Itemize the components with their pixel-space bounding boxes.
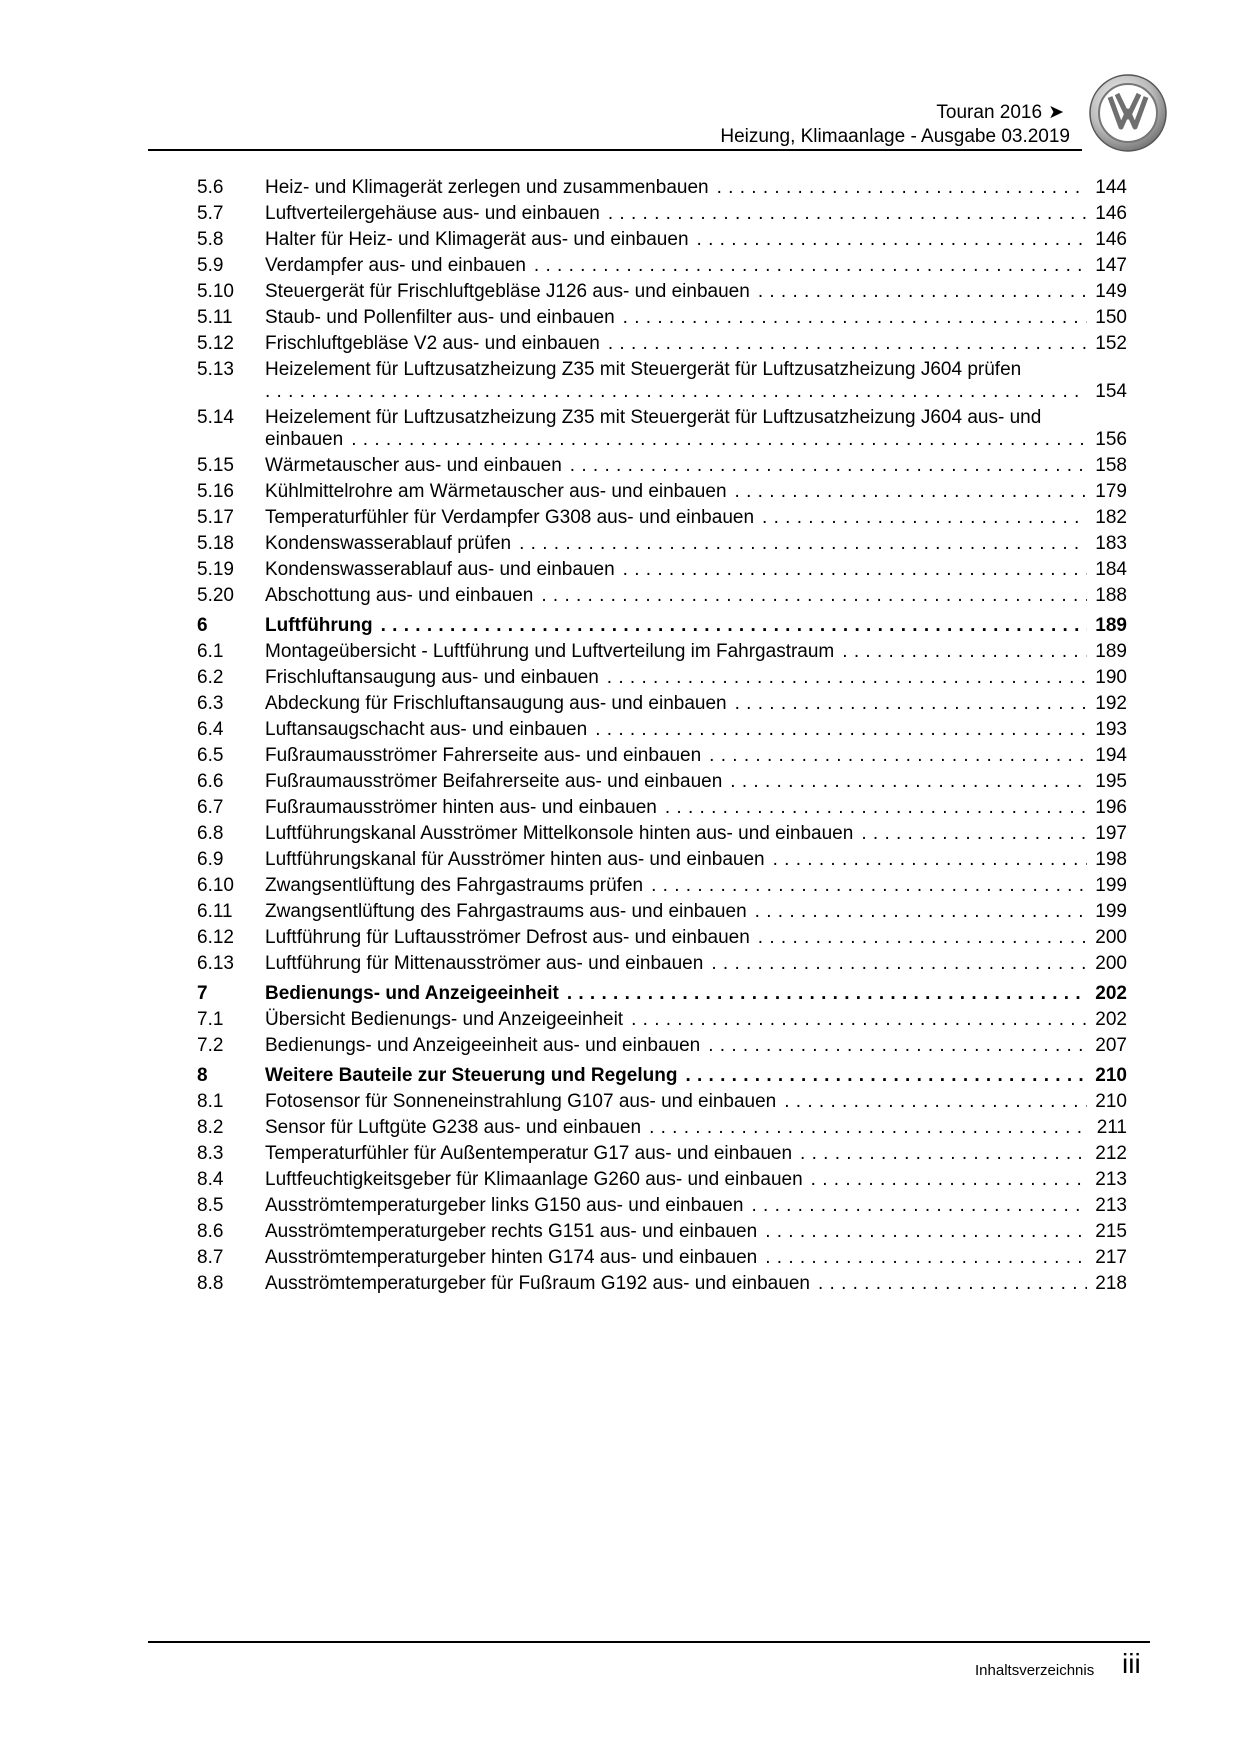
toc-entry-number: 8.2 (197, 1117, 224, 1138)
toc-entry-page: 207 (1095, 1035, 1127, 1056)
toc-entry-title: Luftführung (265, 615, 373, 636)
toc-chapter-entry[interactable] (197, 981, 1127, 1007)
toc-entry-title: Ausströmtemperaturgeber hinten G174 aus- und einbauen (265, 1247, 758, 1268)
toc-entry-line (265, 1193, 1127, 1219)
toc-entry-title: einbauen (265, 429, 344, 450)
toc-entry[interactable] (197, 847, 1127, 873)
toc-entry-line (265, 453, 1127, 479)
toc-entry[interactable] (197, 743, 1127, 769)
toc-entry-page: 217 (1095, 1247, 1127, 1268)
toc-entry-number: 6.5 (197, 745, 224, 766)
toc-entry-title: Luftführungskanal für Ausströmer hinten aus- und einbauen (265, 849, 765, 870)
toc-entry-line (265, 1271, 1127, 1297)
toc-entry[interactable] (197, 639, 1127, 665)
toc-entry-title-line1: Heizelement für Luftzusatzheizung Z35 mit Steuergerät für Luftzusatzheizung J604 aus- und (265, 407, 1042, 428)
toc-entry-number: 7.1 (197, 1009, 224, 1030)
toc-entry-leader-dots (541, 583, 1087, 609)
toc-entry-line (265, 1007, 1127, 1033)
toc-entry-leader-dots (534, 253, 1087, 279)
toc-entry-number: 6.8 (197, 823, 224, 844)
toc-entry-leader-dots (665, 795, 1087, 821)
toc-entry-line (265, 1167, 1127, 1193)
toc-entry-line (265, 1063, 1127, 1089)
toc-entry[interactable] (197, 1245, 1127, 1271)
toc-entry-page: 146 (1095, 203, 1127, 224)
toc-entry-line (265, 279, 1127, 305)
toc-entry-leader-dots (800, 1141, 1087, 1167)
toc-entry-page: 158 (1095, 455, 1127, 476)
toc-entry[interactable] (197, 769, 1127, 795)
toc-entry-line (265, 253, 1127, 279)
toc-entry[interactable] (197, 821, 1127, 847)
toc-entry-page: 210 (1095, 1091, 1127, 1112)
toc-entry-title: Übersicht Bedienungs- und Anzeigeeinheit (265, 1009, 624, 1030)
toc-entry-leader-dots (519, 531, 1087, 557)
toc-entry-line (265, 691, 1127, 717)
toc-entry-line (265, 899, 1127, 925)
toc-entry-line (265, 227, 1127, 253)
toc-entry-page: 198 (1095, 849, 1127, 870)
toc-entry-number: 6.7 (197, 797, 224, 818)
toc-entry-page: 202 (1095, 983, 1127, 1004)
toc-entry-leader-dots (730, 769, 1087, 795)
toc-entry-leader-dots (861, 821, 1087, 847)
toc-entry-page: 200 (1095, 953, 1127, 974)
toc-entry-number: 5.13 (197, 359, 234, 380)
toc-entry-page: 210 (1095, 1065, 1127, 1086)
toc-entry-title: Heiz- und Klimagerät zerlegen und zusammenbauen (265, 177, 709, 198)
toc-entry-line (265, 505, 1127, 531)
toc-entry-title: Ausströmtemperaturgeber für Fußraum G192 aus- und einbauen (265, 1273, 810, 1294)
toc-entry-line (265, 743, 1127, 769)
toc-entry-page: 218 (1095, 1273, 1127, 1294)
toc-entry[interactable] (197, 253, 1127, 279)
toc-entry-number: 8.8 (197, 1273, 224, 1294)
toc-entry-title: Kondenswasserablauf prüfen (265, 533, 512, 554)
toc-entry-leader-dots (811, 1167, 1088, 1193)
toc-entry-number: 5.8 (197, 229, 224, 250)
toc-entry[interactable] (197, 717, 1127, 743)
toc-entry-title: Wärmetauscher aus- und einbauen (265, 455, 562, 476)
toc-entry[interactable] (197, 357, 1127, 405)
toc-entry-page: 156 (1095, 429, 1127, 450)
toc-entry-page: 189 (1095, 641, 1127, 662)
toc-entry-title: Kühlmittelrohre am Wärmetauscher aus- und einbauen (265, 481, 727, 502)
toc-entry[interactable] (197, 899, 1127, 925)
toc-entry-title: Fußraumausströmer Beifahrerseite aus- und einbauen (265, 771, 723, 792)
toc-entry-line (265, 557, 1127, 583)
toc-entry-line (265, 795, 1127, 821)
toc-entry-title: Bedienungs- und Anzeigeeinheit aus- und einbauen (265, 1035, 701, 1056)
toc-entry-title: Frischluftgebläse V2 aus- und einbauen (265, 333, 600, 354)
toc-entry-page: 152 (1095, 333, 1127, 354)
toc-entry-leader-dots (685, 1063, 1087, 1089)
toc-entry-leader-dots (608, 331, 1087, 357)
toc-entry[interactable] (197, 1141, 1127, 1167)
toc-entry-page: 184 (1095, 559, 1127, 580)
toc-entry-title: Sensor für Luftgüte G238 aus- und einbauen (265, 1117, 642, 1138)
toc-entry-number: 5.20 (197, 585, 234, 606)
toc-entry-line (265, 981, 1127, 1007)
toc-entry-title: Staub- und Pollenfilter aus- und einbauen (265, 307, 615, 328)
toc-entry-page: 146 (1095, 229, 1127, 250)
table-of-contents (197, 175, 1127, 1297)
toc-entry-number: 5.10 (197, 281, 234, 302)
toc-entry-number: 8 (197, 1065, 208, 1086)
toc-entry-title: Temperaturfühler für Verdampfer G308 aus- und einbauen (265, 507, 755, 528)
toc-entry-number: 5.12 (197, 333, 234, 354)
toc-entry-line (265, 717, 1127, 743)
toc-entry-number: 7 (197, 983, 208, 1004)
toc-entry[interactable] (197, 691, 1127, 717)
toc-entry-line (265, 1115, 1127, 1141)
toc-entry-page: 179 (1095, 481, 1127, 502)
toc-entry-leader-dots (762, 505, 1087, 531)
toc-entry-leader-dots (784, 1089, 1087, 1115)
toc-entry-leader-dots (758, 279, 1087, 305)
header-model (936, 101, 1064, 124)
toc-entry[interactable] (197, 331, 1127, 357)
toc-entry-number: 8.1 (197, 1091, 224, 1112)
toc-entry-line (265, 925, 1127, 951)
toc-entry[interactable] (197, 405, 1127, 453)
toc-entry-title: Montageübersicht - Luftführung und Luftverteilung im Fahrgastraum (265, 641, 835, 662)
toc-entry-title: Zwangsentlüftung des Fahrgastraums aus- und einbauen (265, 901, 747, 922)
toc-entry-title: Luftansaugschacht aus- und einbauen (265, 719, 588, 740)
toc-entry-leader-dots (649, 1115, 1089, 1141)
toc-entry-title: Weitere Bauteile zur Steuerung und Regelung (265, 1065, 678, 1086)
toc-entry[interactable] (197, 665, 1127, 691)
toc-entry-title: Abdeckung für Frischluftansaugung aus- und einbauen (265, 693, 727, 714)
toc-entry-leader-dots (595, 717, 1087, 743)
toc-chapter-entry[interactable] (197, 613, 1127, 639)
toc-chapter-entry[interactable] (197, 1063, 1127, 1089)
toc-entry-number: 8.6 (197, 1221, 224, 1242)
toc-entry-leader-dots (570, 453, 1088, 479)
toc-entry-page: 212 (1095, 1143, 1127, 1164)
toc-entry-number: 6.9 (197, 849, 224, 870)
toc-entry[interactable] (197, 1167, 1127, 1193)
toc-entry[interactable] (197, 279, 1127, 305)
toc-entry-line (265, 1141, 1127, 1167)
toc-entry-page: 202 (1095, 1009, 1127, 1030)
toc-entry[interactable] (197, 227, 1127, 253)
toc-entry-title: Luftfeuchtigkeitsgeber für Klimaanlage G260 aus- und einbauen (265, 1169, 803, 1190)
toc-entry-title: Fußraumausströmer hinten aus- und einbauen (265, 797, 657, 818)
toc-entry[interactable] (197, 951, 1127, 977)
toc-entry-leader-dots (735, 479, 1088, 505)
toc-entry-line (265, 951, 1127, 977)
toc-entry-title: Steuergerät für Frischluftgebläse J126 aus- und einbauen (265, 281, 750, 302)
toc-entry-line (265, 201, 1127, 227)
toc-entry-number: 6.10 (197, 875, 234, 896)
toc-entry[interactable] (197, 175, 1127, 201)
toc-entry-line (265, 379, 1127, 405)
toc-entry[interactable] (197, 1089, 1127, 1115)
header-divider (148, 149, 1082, 151)
toc-entry-title: Frischluftansaugung aus- und einbauen (265, 667, 599, 688)
toc-entry-title: Halter für Heiz- und Klimagerät aus- und einbauen (265, 229, 689, 250)
toc-entry[interactable] (197, 1115, 1127, 1141)
toc-entry-line (265, 583, 1127, 609)
toc-entry[interactable] (197, 1033, 1127, 1059)
toc-entry-title: Fußraumausströmer Fahrerseite aus- und einbauen (265, 745, 702, 766)
toc-entry-title: Luftführung für Luftausströmer Defrost aus- und einbauen (265, 927, 750, 948)
toc-entry-title: Verdampfer aus- und einbauen (265, 255, 526, 276)
toc-entry-line (265, 175, 1127, 201)
toc-entry[interactable] (197, 557, 1127, 583)
toc-entry-title: Bedienungs- und Anzeigeeinheit (265, 983, 559, 1004)
footer-page-number: iii (1122, 1648, 1141, 1679)
toc-entry[interactable] (197, 925, 1127, 951)
toc-entry-line (265, 665, 1127, 691)
toc-entry-line (265, 769, 1127, 795)
toc-entry-page: 192 (1095, 693, 1127, 714)
toc-entry[interactable] (197, 795, 1127, 821)
toc-entry-page: 188 (1095, 585, 1127, 606)
toc-entry-line (265, 873, 1127, 899)
toc-entry-page: 154 (1095, 381, 1127, 402)
toc-entry-number: 5.6 (197, 177, 224, 198)
toc-entry-number: 7.2 (197, 1035, 224, 1056)
toc-entry-page: 194 (1095, 745, 1127, 766)
footer-label: Inhaltsverzeichnis (975, 1662, 1095, 1679)
footer-divider (148, 1641, 1150, 1643)
toc-entry-line (265, 613, 1127, 639)
toc-entry-title: Ausströmtemperaturgeber links G150 aus- und einbauen (265, 1195, 744, 1216)
toc-entry-leader-dots (773, 847, 1088, 873)
toc-entry-number: 6.2 (197, 667, 224, 688)
toc-entry-page: 215 (1095, 1221, 1127, 1242)
toc-entry[interactable] (197, 201, 1127, 227)
toc-entry-number: 6.12 (197, 927, 234, 948)
toc-entry-page: 147 (1095, 255, 1127, 276)
toc-entry-line (265, 305, 1127, 331)
toc-entry-number: 8.3 (197, 1143, 224, 1164)
toc-entry-leader-dots (623, 557, 1088, 583)
toc-entry-leader-dots (709, 743, 1087, 769)
toc-entry-leader-dots (755, 899, 1088, 925)
toc-entry-page: 196 (1095, 797, 1127, 818)
toc-entry-title: Luftverteilergehäuse aus- und einbauen (265, 203, 600, 224)
toc-entry-number: 6.13 (197, 953, 234, 974)
toc-entry-number: 6.3 (197, 693, 224, 714)
toc-entry-number: 5.16 (197, 481, 234, 502)
toc-entry[interactable] (197, 531, 1127, 557)
toc-entry-leader-dots (567, 981, 1087, 1007)
toc-entry-leader-dots (717, 175, 1088, 201)
toc-entry-title: Luftführungskanal Ausströmer Mittelkonsole hinten aus- und einbauen (265, 823, 854, 844)
toc-entry-page: 197 (1095, 823, 1127, 844)
toc-entry-line (265, 1089, 1127, 1115)
toc-entry-page: 211 (1096, 1117, 1127, 1138)
toc-entry-number: 6 (197, 615, 208, 636)
toc-entry-number: 8.5 (197, 1195, 224, 1216)
toc-entry-title: Temperaturfühler für Außentemperatur G17 aus- und einbauen (265, 1143, 793, 1164)
toc-entry-leader-dots (708, 1033, 1087, 1059)
arrow-right-icon: ➤ (1048, 102, 1064, 123)
toc-entry[interactable] (197, 1193, 1127, 1219)
toc-entry-leader-dots (351, 427, 1087, 453)
toc-entry-page: 189 (1095, 615, 1127, 636)
toc-entry[interactable] (197, 479, 1127, 505)
toc-entry-title: Zwangsentlüftung des Fahrgastraums prüfen (265, 875, 644, 896)
toc-entry-page: 193 (1095, 719, 1127, 740)
toc-entry[interactable] (197, 873, 1127, 899)
toc-entry-number: 5.17 (197, 507, 234, 528)
toc-entry-page: 150 (1095, 307, 1127, 328)
toc-entry-title: Fotosensor für Sonneneinstrahlung G107 aus- und einbauen (265, 1091, 777, 1112)
toc-entry[interactable] (197, 1219, 1127, 1245)
toc-entry[interactable] (197, 453, 1127, 479)
vw-logo-icon (1088, 73, 1168, 153)
toc-entry-leader-dots (751, 1193, 1087, 1219)
toc-entry-line (265, 847, 1127, 873)
header-model-text: Touran 2016 (936, 102, 1043, 123)
toc-entry-line (265, 1245, 1127, 1271)
toc-entry-page: 200 (1095, 927, 1127, 948)
toc-entry-leader-dots (758, 925, 1088, 951)
toc-entry-leader-dots (818, 1271, 1087, 1297)
toc-entry-page: 199 (1095, 901, 1127, 922)
toc-entry[interactable] (197, 583, 1127, 609)
toc-entry-line (265, 821, 1127, 847)
toc-entry-page: 195 (1095, 771, 1127, 792)
toc-entry-page: 213 (1095, 1169, 1127, 1190)
toc-entry-line (265, 1033, 1127, 1059)
toc-entry-leader-dots (631, 1007, 1087, 1033)
toc-entry-leader-dots (697, 227, 1088, 253)
toc-entry-leader-dots (711, 951, 1087, 977)
toc-entry-page: 182 (1095, 507, 1127, 528)
toc-entry-number: 5.15 (197, 455, 234, 476)
toc-entry-number: 5.14 (197, 407, 234, 428)
toc-entry-line (265, 639, 1127, 665)
toc-entry-number: 6.4 (197, 719, 224, 740)
toc-entry[interactable] (197, 505, 1127, 531)
toc-entry-title: Ausströmtemperaturgeber rechts G151 aus- und einbauen (265, 1221, 758, 1242)
toc-entry-page: 199 (1095, 875, 1127, 896)
toc-entry-title-line1: Heizelement für Luftzusatzheizung Z35 mit Steuergerät für Luftzusatzheizung J604 prüfen (265, 359, 1022, 380)
toc-entry-number: 5.9 (197, 255, 224, 276)
toc-entry-title: Luftführung für Mittenausströmer aus- und einbauen (265, 953, 704, 974)
toc-entry-number: 6.11 (197, 901, 233, 922)
toc-entry-page: 213 (1095, 1195, 1127, 1216)
toc-entry-leader-dots (651, 873, 1087, 899)
toc-entry-line (265, 479, 1127, 505)
toc-entry-number: 8.4 (197, 1169, 224, 1190)
toc-entry-leader-dots (623, 305, 1088, 331)
toc-entry-leader-dots (265, 379, 1087, 405)
toc-entry-number: 8.7 (197, 1247, 224, 1268)
toc-entry-line (265, 427, 1127, 453)
toc-entry-line (265, 531, 1127, 557)
toc-entry-leader-dots (381, 613, 1088, 639)
toc-entry-leader-dots (765, 1245, 1087, 1271)
toc-entry[interactable] (197, 305, 1127, 331)
toc-entry-number: 6.1 (197, 641, 224, 662)
toc-entry-line (265, 331, 1127, 357)
toc-entry-leader-dots (735, 691, 1088, 717)
toc-entry-number: 5.11 (197, 307, 233, 328)
toc-entry[interactable] (197, 1271, 1127, 1297)
toc-entry-leader-dots (607, 665, 1088, 691)
toc-entry-line (265, 1219, 1127, 1245)
toc-entry-title: Abschottung aus- und einbauen (265, 585, 534, 606)
toc-entry-page: 149 (1095, 281, 1127, 302)
toc-entry-page: 190 (1095, 667, 1127, 688)
toc-entry-leader-dots (765, 1219, 1087, 1245)
toc-entry[interactable] (197, 1007, 1127, 1033)
toc-entry-title: Kondenswasserablauf aus- und einbauen (265, 559, 615, 580)
toc-entry-leader-dots (842, 639, 1087, 665)
toc-entry-number: 6.6 (197, 771, 224, 792)
toc-entry-number: 5.7 (197, 203, 224, 224)
toc-entry-page: 144 (1095, 177, 1127, 198)
toc-entry-number: 5.18 (197, 533, 234, 554)
toc-entry-leader-dots (608, 201, 1087, 227)
header-subtitle: Heizung, Klimaanlage - Ausgabe 03.2019 (720, 126, 1070, 147)
toc-entry-number: 5.19 (197, 559, 234, 580)
toc-entry-page: 183 (1095, 533, 1127, 554)
